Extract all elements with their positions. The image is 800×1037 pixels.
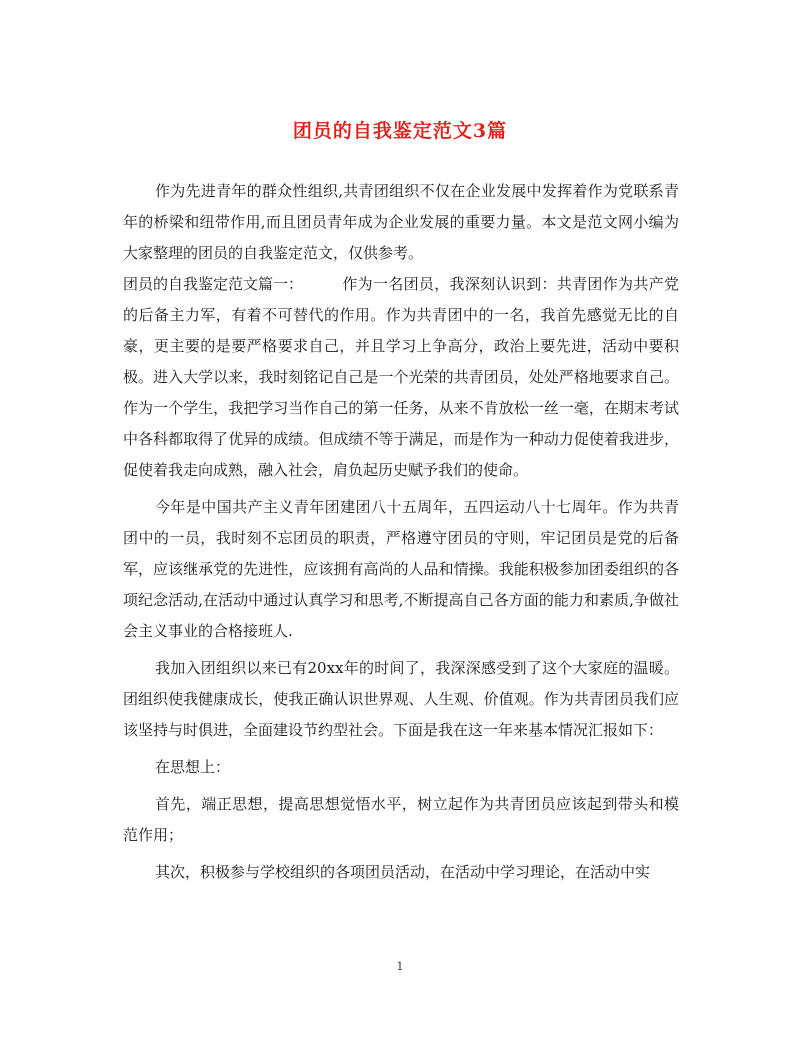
paragraph-membership: 我加入团组织以来已有20xx年的时间了，我深深感受到了这个大家庭的温暖。团组织使我健康成长，使我正确认识世界观、人生观、价值观。作为共青团员我们应该坚持与时俱进，全面建设节约型社会。下面是我在这一年来基本情况汇报如下：: [123, 659, 679, 739]
section-one-heading: 团员的自我鉴定范文篇一：: [123, 275, 304, 293]
section-one-text: 作为一名团员，我深刻认识到：共青团作为共产党的后备主力军，有着不可替代的作用。作为共青团中的一名，我首先感觉无比的自豪，更主要的是要严格要求自己，并且学习上争高分，政治上要先进，活动中要积极。进入大学以来，我时刻铭记自己是一个光荣的共青团员，处处严格地要求自己。作为一个学生，我把学习当作自己的第一任务，从来不肯放松一丝一毫，在期末考试中各科都取得了优异的成绩。但成绩不等于满足，而是作为一种动力促使着我进步，促使着我走向成熟，融入社会，肩负起历史赋予我们的使命。: [123, 275, 679, 479]
paragraph-first-point: 首先，端正思想，提高思想觉悟水平，树立起作为共青团员应该起到带头和模范作用；: [123, 795, 679, 844]
page-number: 1: [396, 960, 404, 973]
document-title: 团员的自我鉴定范文3篇: [292, 120, 508, 142]
paragraph-anniversary: 今年是中国共产主义青年团建团八十五周年，五四运动八十七周年。作为共青团中的一员，我时刻不忘团员的职责，严格遵守团员的守则，牢记团员是党的后备军，应该继承党的先进性，应该拥有高尚的人品和情操。我能积极参加团委组织的各项纪念活动,在活动中通过认真学习和思考,不断提高自己各方面的能力和素质,争做社会主义事业的合格接班人.: [123, 498, 679, 640]
section-one-paragraph: [123, 269, 679, 486]
intro-paragraph: 作为先进青年的群众性组织,共青团组织不仅在企业发展中发挥着作为党联系青年的桥梁和纽带作用,而且团员青年成为企业发展的重要力量。本文是范文网小编为大家整理的团员的自我鉴定范文，仅供参考。: [123, 182, 679, 262]
document-body: [123, 176, 679, 894]
paragraph-second-point: 其次，积极参与学校组织的各项团员活动，在活动中学习理论，在活动中实: [155, 863, 651, 881]
paragraph-ideology-heading: 在思想上：: [155, 758, 231, 776]
